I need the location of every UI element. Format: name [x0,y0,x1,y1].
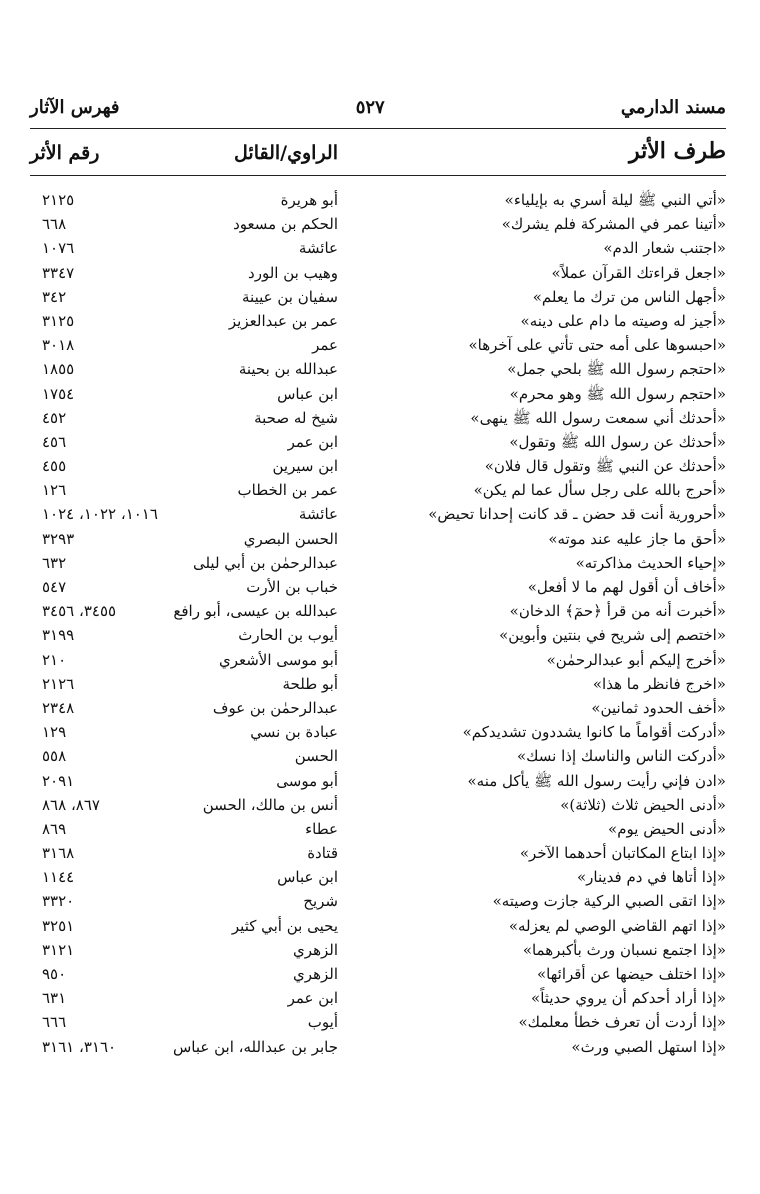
column-header-atar: طرف الأثر [628,138,726,164]
narrator-text: الزهري [293,940,338,959]
atar-number: ٣٢٥١ [42,916,75,935]
atar-number: ٨٦٧، ٨٦٨ [42,795,100,814]
index-row [30,793,726,817]
atar-number: ٤٥٥ [42,457,67,476]
atar-number: ٣١٢١ [42,940,75,959]
atar-number: ٤٥٦ [42,432,67,451]
index-row [30,720,726,744]
atar-text: «أخبرت أنه من قرأ ﴿حمٓ﴾ الدخان» [509,602,726,621]
section-title: فهرس الآثار [30,96,120,118]
atar-text: «أخف الحدود ثمانين» [591,698,726,717]
atar-number: ٨٦٩ [42,819,67,838]
index-row [30,865,726,889]
atar-text: «أتينا عمر في المشركة فلم يشرك» [501,215,726,234]
index-row [30,188,726,212]
atar-number: ١٧٥٤ [42,384,75,403]
narrator-text: يحيى بن أبي كثير [231,916,338,935]
narrator-text: أبو هريرة [280,191,338,209]
narrator-text: ابن عمر [287,432,338,451]
narrator-text: أنس بن مالك، الحسن [202,795,338,814]
atar-number: ٣٢٩٣ [42,529,75,548]
atar-text: «أجيز له وصيته ما دام على دينه» [520,311,726,330]
index-row [30,261,726,285]
atar-number: ٣١٦٠، ٣١٦١ [42,1037,117,1056]
narrator-text: ابن عمر [287,989,338,1008]
atar-number: ٣٤٢ [42,287,67,306]
index-row [30,430,726,454]
index-row [30,962,726,986]
atar-number: ٥٥٨ [42,747,67,766]
narrator-text: جابر بن عبدالله، ابن عباس [172,1037,338,1056]
atar-number: ٢١٢٦ [42,674,75,693]
narrator-text: عبدالله بن بحينة [238,360,338,379]
index-row [30,454,726,478]
index-row [30,599,726,623]
atar-number: ٦٦٨ [42,215,67,234]
atar-text: «ادن فإني رأيت رسول الله ﷺ يأكل منه» [467,771,726,790]
atar-text: «إذا اجتمع نسبان ورث بأكبرهما» [522,940,726,959]
narrator-text: عبدالرحمٰن بن عوف [212,698,338,717]
atar-text: «إذا اختلف حيضها عن أقرائها» [536,965,726,983]
columns-rule [30,175,726,176]
narrator-text: ابن سيرين [272,457,338,476]
index-row [30,357,726,381]
atar-number: ٣١٢٥ [42,311,75,330]
narrator-text: قتادة [307,844,338,863]
narrator-text: أبو موسى الأشعري [218,650,338,669]
atar-text: «اجعل قراءتك القرآن عملاً» [551,263,726,282]
narrator-text: عمر بن الخطاب [237,481,338,500]
atar-text: «إذا أراد أحدكم أن يروي حديثاً» [531,989,726,1008]
atar-number: ٩٥٠ [42,965,67,983]
atar-number: ١٠١٦، ١٠٢٢، ١٠٢٤ [42,505,158,524]
narrator-text: شريح [303,892,338,911]
index-row [30,333,726,357]
atar-text: «أحدثك أني سمعت رسول الله ﷺ ينهى» [470,408,726,427]
index-row [30,236,726,260]
index-row [30,406,726,430]
narrator-text: الحسن البصري [243,529,338,548]
atar-number: ٣٣٢٠ [42,892,75,911]
atar-text: «أحدثك عن النبي ﷺ وتقول قال فلان» [484,457,726,476]
atar-number: ١٠٧٦ [42,239,75,258]
atar-text: «اختصم إلى شريح في بنتين وأبوين» [499,626,726,645]
book-title: مسند الدارمي [620,96,726,118]
atar-number: ٢٣٤٨ [42,698,75,717]
narrator-text: شيخ له صحبة [254,408,338,427]
column-header-rawi: الراوي/القائل [234,142,338,164]
atar-number: ٦٦٦ [42,1013,67,1032]
narrator-text: عبدالرحمٰن بن أبي ليلى [192,553,338,572]
narrator-text: عمر بن عبدالعزيز [228,311,338,330]
index-row [30,575,726,599]
narrator-text: عبادة بن نسي [250,723,338,742]
atar-number: ٣٣٤٧ [42,263,75,282]
atar-number: ١١٤٤ [42,868,75,887]
atar-text: «أدنى الحيض يوم» [608,819,726,838]
narrator-text: الحسن [294,747,338,766]
index-rows [30,188,726,1059]
atar-text: «أحرج بالله على رجل سأل عما لم يكن» [473,481,726,500]
atar-text: «إذا استهل الصبي ورث» [571,1037,726,1056]
atar-number: ٢١٠ [42,650,67,669]
atar-text: «إذا أتاها في دم فدينار» [576,868,726,887]
narrator-text: أيوب بن الحارث [238,626,338,645]
atar-number: ٥٤٧ [42,578,67,596]
index-row [30,285,726,309]
atar-number: ١٢٩ [42,723,67,742]
index-row [30,527,726,551]
index-row [30,769,726,793]
index-row [30,889,726,913]
index-row [30,551,726,575]
atar-text: «أحق ما جاز عليه عند موته» [548,529,726,548]
atar-text: «أدنى الحيض ثلاث (ثلاثة)» [560,795,726,814]
index-row [30,986,726,1010]
narrator-text: أيوب [307,1013,338,1032]
narrator-text: خباب بن الأرت [246,578,338,596]
header-rule [30,128,726,129]
index-row [30,744,726,768]
narrator-text: سفيان بن عيينة [242,287,338,306]
narrator-text: الحكم بن مسعود [233,215,338,234]
index-row [30,696,726,720]
narrator-text: عبدالله بن عيسى، أبو رافع [173,602,338,621]
atar-number: ٦٣٢ [42,553,67,572]
atar-number: ٣٠١٨ [42,336,75,355]
index-row [30,841,726,865]
narrator-text: ابن عباس [277,384,338,403]
atar-number: ٦٣١ [42,989,67,1008]
index-row [30,212,726,236]
atar-text: «أخرج إليكم أبو عبدالرحمٰن» [546,650,726,669]
index-row [30,1010,726,1034]
narrator-text: الزهري [293,965,338,983]
index-row [30,1035,726,1059]
index-row [30,817,726,841]
atar-number: ٤٥٢ [42,408,67,427]
index-row [30,648,726,672]
atar-number: ٢٠٩١ [42,771,75,790]
atar-number: ٣٤٥٥، ٣٤٥٦ [42,602,117,621]
atar-text: «إذا أردت أن تعرف خطأ معلمك» [518,1013,726,1032]
atar-text: «أتي النبي ﷺ ليلة أسري به بإيلياء» [504,191,726,209]
atar-text: «اجتنب شعار الدم» [603,239,726,258]
narrator-text: عطاء [305,819,338,838]
atar-text: «اخرج فانظر ما هذا» [592,674,726,693]
atar-text: «احتجم رسول الله ﷺ بلحي جمل» [507,360,726,379]
atar-text: «أدركت الناس والناسك إذا نسك» [516,747,726,766]
atar-text: «إذا اتقى الصبي الركية جازت وصيته» [492,892,726,911]
index-row [30,623,726,647]
atar-text: «أدركت أقواماً ما كانوا يشددون تشديدكم» [462,723,726,742]
atar-number: ٣١٩٩ [42,626,75,645]
index-row [30,309,726,333]
atar-text: «احتجم رسول الله ﷺ وهو محرم» [509,384,726,403]
atar-text: «إذا ابتاع المكاتبان أحدهما الآخر» [519,844,726,863]
atar-text: «أحدثك عن رسول الله ﷺ وتقول» [509,432,726,451]
index-row [30,914,726,938]
column-header-number: رقم الأثر [30,142,100,164]
atar-number: ١٨٥٥ [42,360,75,379]
atar-text: «أحرورية أنت قد حضن ـ قد كانت إحدانا تحيض» [428,505,726,524]
column-headers [30,138,726,174]
narrator-text: ابن عباس [277,868,338,887]
atar-number: ٣١٦٨ [42,844,75,863]
index-row [30,382,726,406]
narrator-text: وهيب بن الورد [248,263,338,282]
atar-number: ٢١٢٥ [42,191,75,209]
atar-text: «إذا اتهم القاضي الوصي لم يعزله» [508,916,726,935]
narrator-text: عمر [312,336,338,355]
narrator-text: أبو موسى [276,771,338,790]
page-number: ٥٢٧ [355,96,385,118]
atar-text: «احبسوها على أمه حتى تأتي على آخرها» [468,336,726,355]
atar-text: «أخاف أن أقول لهم ما لا أفعل» [527,578,726,596]
index-row [30,478,726,502]
narrator-text: أبو طلحة [282,674,338,693]
narrator-text: عائشة [298,505,338,524]
atar-text: «أجهل الناس من ترك ما يعلم» [532,287,726,306]
atar-number: ١٢٦ [42,481,67,500]
atar-text: «إحياء الحديث مذاكرته» [575,553,726,572]
running-head [30,94,726,120]
narrator-text: عائشة [298,239,338,258]
index-row [30,502,726,526]
index-row [30,938,726,962]
index-row [30,672,726,696]
